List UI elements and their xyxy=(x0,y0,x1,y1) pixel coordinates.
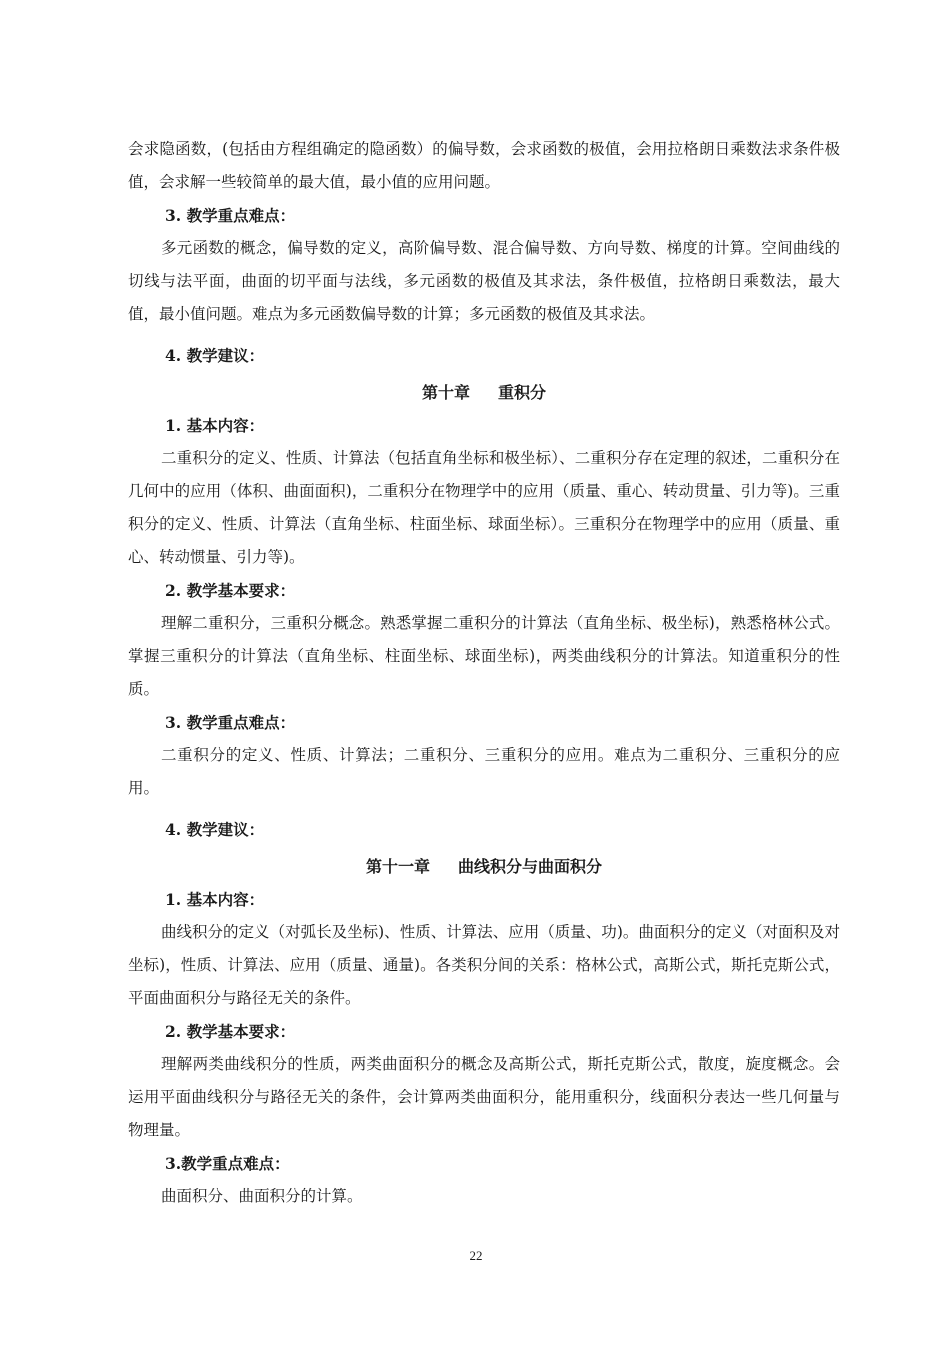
section-heading: 2. 教学基本要求： xyxy=(165,581,296,600)
section-heading: 3.教学重点难点： xyxy=(165,1154,290,1173)
paragraph: 理解二重积分，三重积分概念。熟悉掌握二重积分的计算法（直角坐标、极坐标)，熟悉格林公式。掌握三重积分的计算法（直角坐标、柱面坐标、球面坐标)，两类曲线积分的计算法。知道重积分的性质。 xyxy=(128,614,840,698)
paragraph: 曲面积分、曲面积分的计算。 xyxy=(161,1187,363,1205)
section-heading: 2. 教学基本要求： xyxy=(165,1022,296,1041)
chapter-title: 曲线积分与曲面积分 xyxy=(458,857,603,876)
chapter-heading xyxy=(128,376,840,409)
page-number: 22 xyxy=(469,1248,483,1263)
document-body xyxy=(128,133,840,1213)
paragraph: 理解两类曲线积分的性质，两类曲面积分的概念及高斯公式，斯托克斯公式，散度，旋度概念。会运用平面曲线积分与路径无关的条件，会计算两类曲面积分，能用重积分，线面积分表达一些几何量与物理量。 xyxy=(128,1055,840,1139)
section-heading: 1. 基本内容： xyxy=(165,416,265,435)
paragraph: 多元函数的概念，偏导数的定义，高阶偏导数、混合偏导数、方向导数、梯度的计算。空间曲线的切线与法平面，曲面的切平面与法线，多元函数的极值及其求法，条件极值，拉格朗日乘数法，最大值，最小值问题。难点为多元函数偏导数的计算；多元函数的极值及其求法。 xyxy=(128,239,840,323)
section-heading: 1. 基本内容： xyxy=(165,890,265,909)
chapter-title: 重积分 xyxy=(498,383,547,402)
paragraph: 二重积分的定义、性质、计算法（包括直角坐标和极坐标）、二重积分存在定理的叙述，二重积分在几何中的应用（体积、曲面面积)，二重积分在物理学中的应用（质量、重心、转动贯量、引力等)。三重积分的定义、性质、计算法（直角坐标、柱面坐标、球面坐标）。三重积分在物理学中的应用（质量、重心、转动惯量、引力等)。 xyxy=(128,449,840,566)
chapter-heading xyxy=(128,850,840,883)
paragraph: 会求隐函数，(包括由方程组确定的隐函数）的偏导数，会求函数的极值，会用拉格朗日乘数法求条件极值，会求解一些较简单的最大值，最小值的应用问题。 xyxy=(128,140,840,191)
section-heading: 3. 教学重点难点： xyxy=(165,713,296,732)
section-heading: 3. 教学重点难点： xyxy=(165,206,296,225)
section-heading: 4. 教学建议： xyxy=(165,346,265,365)
paragraph: 二重积分的定义、性质、计算法；二重积分、三重积分的应用。难点为二重积分、三重积分的应用。 xyxy=(128,746,840,797)
chapter-number: 第十一章 xyxy=(365,857,430,876)
chapter-number: 第十章 xyxy=(421,383,470,402)
paragraph: 曲线积分的定义（对弧长及坐标)、性质、计算法、应用（质量、功)。曲面积分的定义（对面积及对坐标)，性质、计算法、应用（质量、通量)。各类积分间的关系：格林公式，高斯公式，斯托克斯公式，平面曲面积分与路径无关的条件。 xyxy=(128,923,840,1007)
section-heading: 4. 教学建议： xyxy=(165,820,265,839)
